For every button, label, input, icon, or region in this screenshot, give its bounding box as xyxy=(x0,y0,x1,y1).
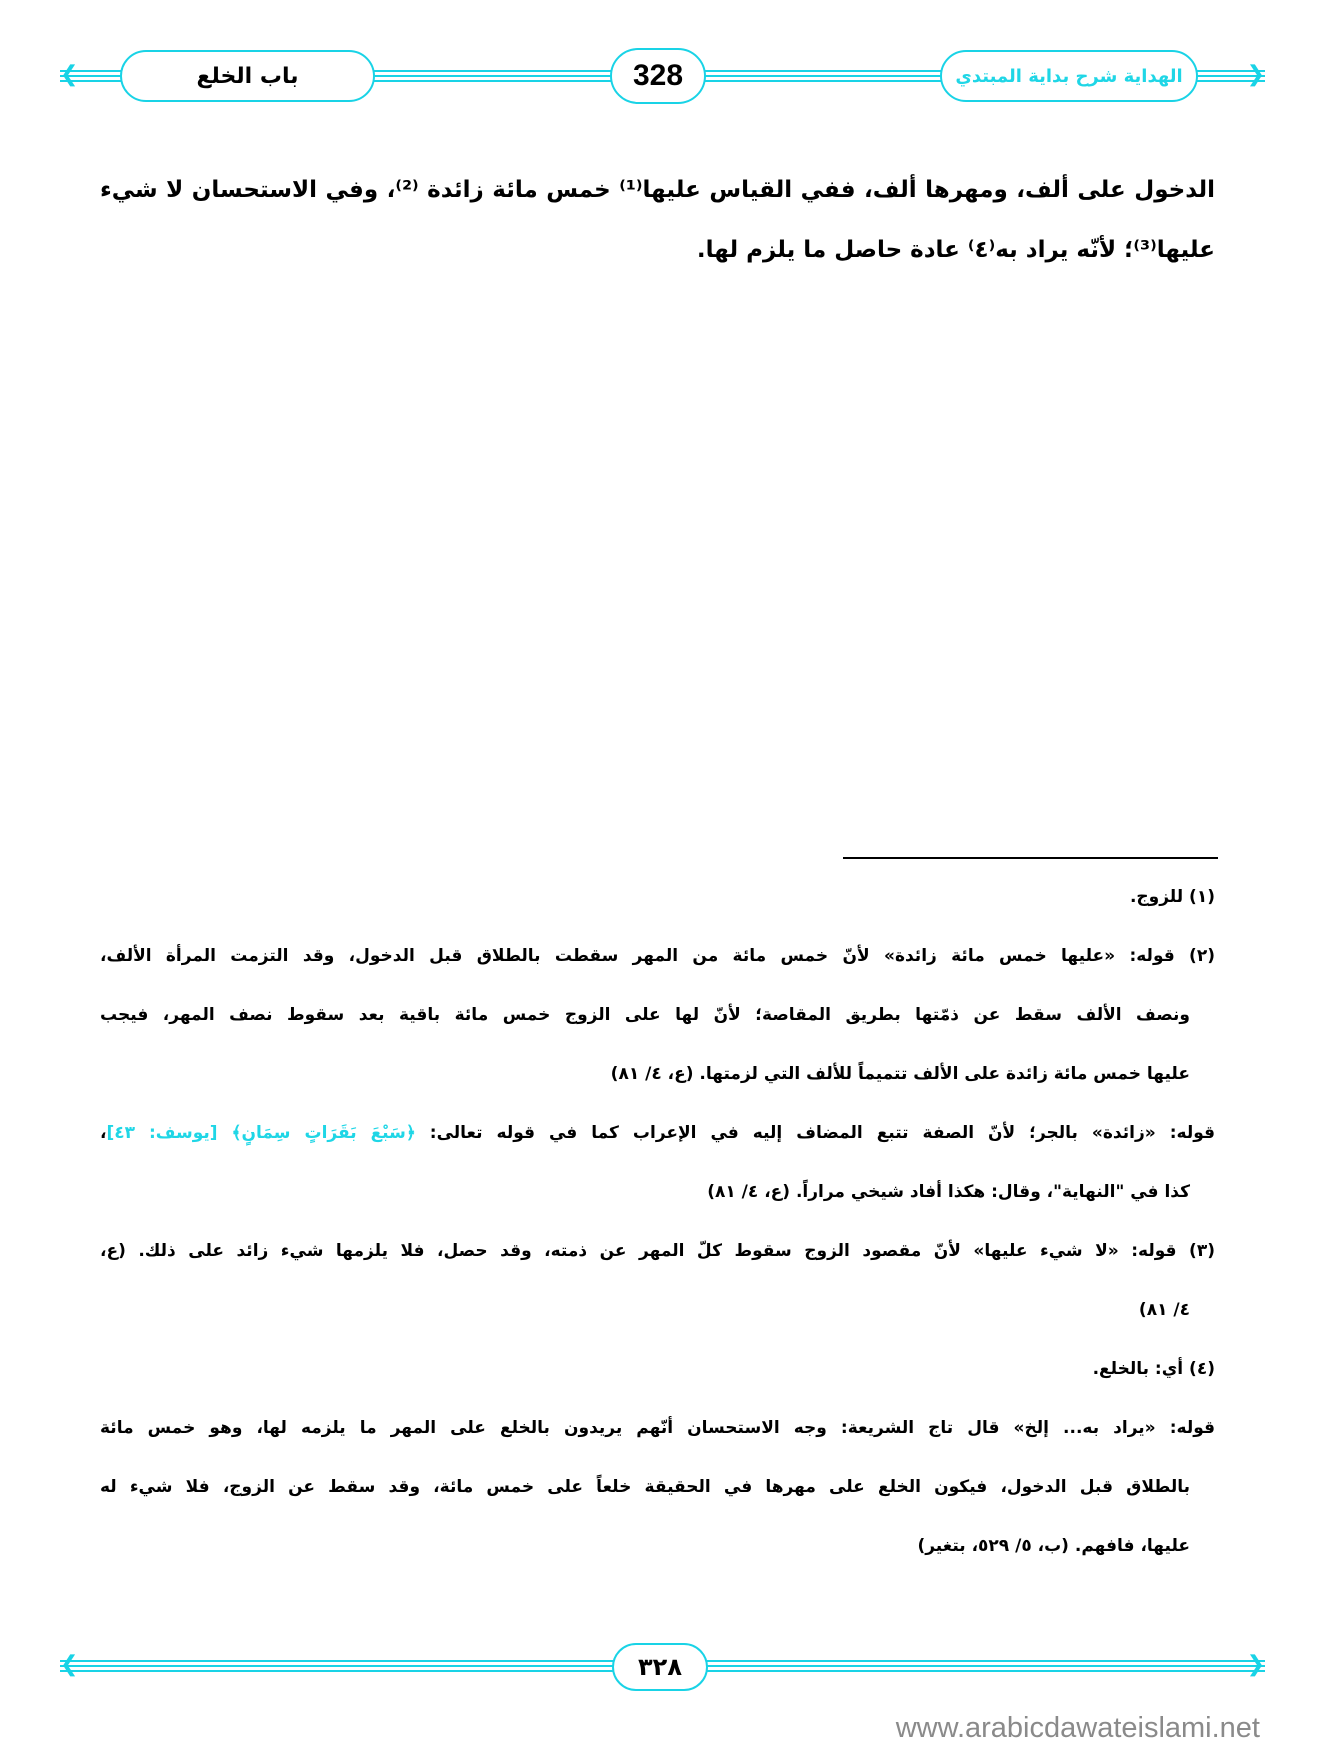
footnote-line: (٣) قوله: «لا شيء عليها» لأنّ مقصود الزوج سقوط كلّ المهر عن ذمته، وقد حصل، فلا يلزمها شيء زائد على ذلك. (ع، xyxy=(100,1241,1215,1261)
chapter-title: باب الخلع xyxy=(196,63,299,89)
footnote-line: (٢) قوله: «عليها خمس مائة زائدة» لأنّ خمس مائة من المهر سقطت بالطلاق قبل الدخول، وقد التزمت المرأة الألف، xyxy=(100,946,1215,966)
footnote-line: بالطلاق قبل الدخول، فيكون الخلع على مهرها في الحقيقة خلعاً على خمس مائة، وقد سقط عن الزوج، فلا شيء له xyxy=(100,1477,1190,1497)
left-flourish-icon: ❮ xyxy=(60,62,79,87)
watermark-url: www.arabicdawateislami.net xyxy=(895,1712,1260,1744)
page-number-box xyxy=(610,48,706,104)
footnote-line: (٤) أي: بالخلع. xyxy=(1092,1359,1215,1379)
chapter-title-box xyxy=(120,50,375,102)
main-text-line: الدخول على ألف، ومهرها ألف، ففي القياس عليها⁽¹⁾ خمس مائة زائدة ⁽²⁾، وفي الاستحسان لا شيء xyxy=(100,177,1216,203)
footnote-line: عليها، فافهم. (ب، ٥/ ٥٢٩، بتغير) xyxy=(917,1536,1190,1556)
footnote-line: ٤/ ٨١) xyxy=(1138,1300,1190,1320)
book-logo-box xyxy=(940,50,1198,102)
footnote-text: قوله: «زائدة» بالجر؛ لأنّ الصفة تتبع المضاف إليه في الإعراب كما في قوله تعالى: xyxy=(415,1123,1215,1143)
left-flourish-icon: ❮ xyxy=(60,1652,79,1677)
quran-quote: ﴿سَبْعَ بَقَرَاتٍ سِمَانٍ﴾ [يوسف: ٤٣] xyxy=(106,1123,416,1143)
footnote-line: قوله: «يراد به... إلخ» قال تاج الشريعة: وجه الاستحسان أنّهم يريدون بالخلع على المهر ما يلزمه لها، وهو خمس مائة xyxy=(100,1418,1215,1438)
main-text-line: عليها⁽³⁾؛ لأنّه يراد به⁽٤⁾ عادة حاصل ما يلزم لها. xyxy=(696,237,1215,263)
book-logo: الهداية شرح بداية المبتدي xyxy=(955,65,1183,87)
footnote-line: (١) للزوج. xyxy=(1129,887,1215,907)
footnote-separator xyxy=(843,857,1218,859)
footer-page-number-box xyxy=(612,1643,708,1691)
footnote-line xyxy=(100,1104,1215,1163)
footnote-line: عليها خمس مائة زائدة على الألف تتميماً للألف التي لزمتها. (ع، ٤/ ٨١) xyxy=(610,1064,1190,1084)
page-number: 328 xyxy=(632,59,684,92)
footnote-text: ، xyxy=(100,1123,107,1143)
footnote-line: كذا في "النهاية"، وقال: هكذا أفاد شيخي مراراً. (ع، ٤/ ٨١) xyxy=(707,1182,1190,1202)
main-text xyxy=(100,160,1215,280)
footnote-line: ونصف الألف سقط عن ذمّتها بطريق المقاصة؛ لأنّ لها على الزوج خمس مائة باقية بعد سقوط نصف المهر، فيجب xyxy=(100,1005,1190,1025)
right-flourish-icon: ❯ xyxy=(1246,1652,1265,1677)
right-flourish-icon: ❯ xyxy=(1246,62,1265,87)
footer-page-number: ٣٢٨ xyxy=(638,1653,682,1681)
footnotes xyxy=(100,868,1215,1576)
